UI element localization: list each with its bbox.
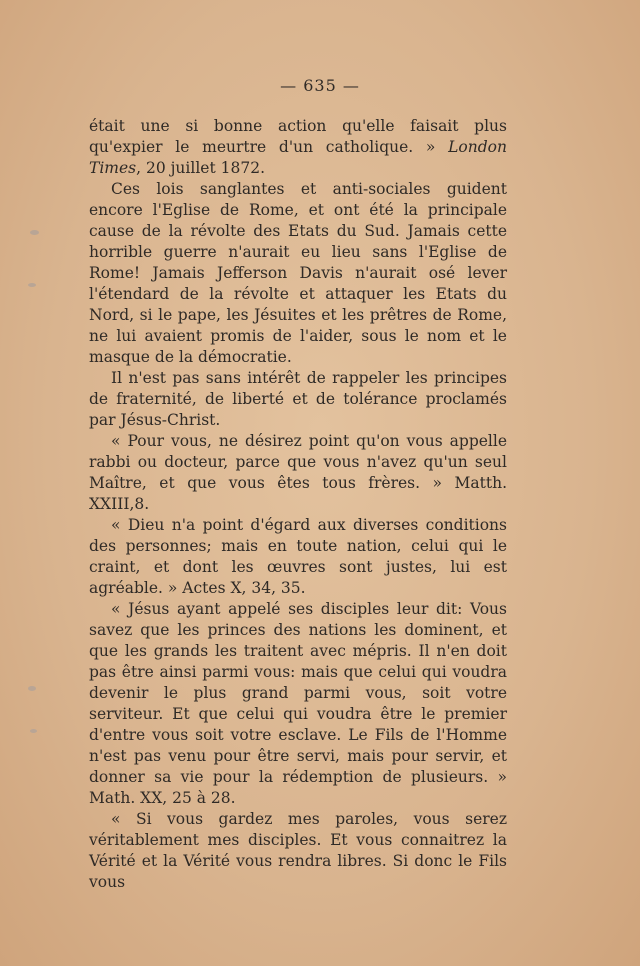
text-segment: Il n'est pas sans intérêt de rappeler les principes de fraternité, de liberté et de tolérance proclamés par Jésus-Christ.: [89, 369, 507, 429]
text-segment: était une si bonne action qu'elle faisait plus qu'expier le meurtre d'un catholique. »: [89, 117, 507, 156]
paragraph: [89, 431, 507, 515]
paper-blemish: [28, 686, 36, 691]
paragraph: [89, 116, 507, 179]
page-number: — 635 —: [280, 76, 360, 95]
text-segment: « Si vous gardez mes paroles, vous serez véritablement mes disciples. Et vous connaitrez la Vérité et la Vérité vous rendra libres. Si donc le Fils vous: [89, 810, 507, 891]
text-segment: Ces lois sanglantes et anti-sociales guident encore l'Eglise de Rome, et ont été la principale cause de la révolte des Etats du Sud. Jamais cette horrible guerre n'aurait eu lieu sans l'Eglise de Rome! Jamais Jefferson Davis n'aurait osé lever l'étendard de la révolte et attaquer les Etats du Nord, si le pape, les Jésuites et les prêtres de Rome, ne lui avaient promis de l'aider, sous le nom et le masque de la démocratie.: [89, 180, 507, 366]
paragraph: [89, 515, 507, 599]
text-segment: , 20 juillet 1872.: [136, 159, 265, 177]
text-segment: « Dieu n'a point d'égard aux diverses conditions des personnes; mais en toute nation, celui qui le craint, et dont les œuvres sont justes, lui est agréable. » Actes X, 34, 35.: [89, 516, 507, 597]
paper-blemish: [30, 230, 39, 235]
text-segment: « Pour vous, ne désirez point qu'on vous appelle rabbi ou docteur, parce que vous n'avez qu'un seul Maître, et que vous êtes tous frères. » Matth. XXIII,8.: [89, 432, 507, 513]
paragraph: [89, 368, 507, 431]
italic-citation: London Times: [89, 138, 507, 177]
paper-blemish: [28, 283, 36, 287]
paper-blemish: [30, 729, 37, 733]
paragraph: [89, 599, 507, 809]
paragraph: [89, 179, 507, 368]
paragraph: [89, 809, 507, 893]
text-segment: « Jésus ayant appelé ses disciples leur dit: Vous savez que les princes des nations les dominent, et que les grands les traitent avec mépris. Il n'en doit pas être ainsi parmi vous: mais que celui qui voudra devenir le plus grand parmi vous, soit votre serviteur. Et que celui qui voudra être le premier d'entre vous soit votre esclave. Le Fils de l'Homme n'est pas venu pour être servi, mais pour servir, et donner sa vie pour la rédemption de plusieurs. » Math. XX, 25 à 28.: [89, 600, 507, 807]
body-text: [89, 116, 507, 893]
